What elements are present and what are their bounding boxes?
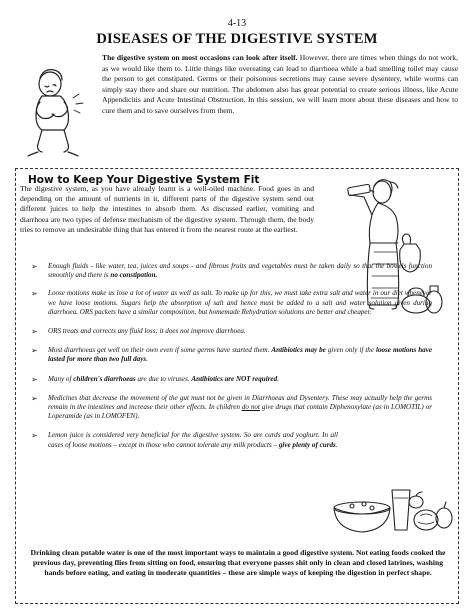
bullet-emphasis: children's diarrhoeas [73, 374, 136, 383]
arrow-bullet-icon: ➢ [31, 262, 38, 271]
list-item [28, 346, 432, 364]
bullet-text: . [146, 355, 148, 364]
bullet-emphasis: loose motions have lasted for more than two full days [48, 346, 432, 364]
bullet-text: given only if the [325, 346, 376, 355]
intro-lead: The digestive system on most occasions can look after itself. [102, 53, 298, 62]
arrow-bullet-icon: ➢ [31, 431, 38, 441]
bullet-text: Many of [48, 374, 74, 383]
bullet-emphasis: no constipation. [110, 271, 158, 280]
bullet-text: are due to viruses. [135, 374, 192, 383]
arrow-bullet-icon: ➢ [31, 289, 38, 299]
arrow-bullet-icon: ➢ [31, 393, 38, 403]
bullet-text: Enough fluids - like water, tea, juices and soups - and fibrous fruits and vegetables must be taken daily so that the bowels function smoothly and there is [48, 262, 432, 280]
bullet-text: . [335, 440, 338, 449]
arrow-bullet-icon: ➢ [31, 374, 38, 384]
box-title: How to Keep Your Digestive System Fit [28, 174, 260, 186]
boy-stomach-ache-illustration [18, 68, 92, 160]
list-item [28, 262, 432, 280]
bullet-text: Medicines that decrease the movement of the gut must not be given in Diarrhoeas and Dysentery. These may actually help the germs remain in the intestines and increase their other effects. In children [48, 393, 432, 412]
box-intro-paragraph: The digestive system, as you have already learnt is a well-oiled machine. Food goes in and depending on the amount of nutrients in it, different parts of the digestive system send out different juices to help the intestines to absorb them. As discussed earlier, vomiting and diarrhoea are two types of defense mechanism of the digestive system. Through them, the body tries to remove an undesirable thing that has entered it from the nearest route at the earliest. [20, 184, 314, 234]
closing-paragraph: Drinking clean potable water is one of the most important ways to maintain a good digestive system. Not eating foods cooked the previous day, preventing flies from sitting on food, ensuring that everyone passes shit only in clean and closed latrines, washing hands before eating, and eating in moderate quantities – these are simple ways of keeping the digestion in perfect shape. [30, 548, 446, 578]
list-item [28, 431, 338, 449]
bullet-text: Loose motions make us lose a lot of water as well as salt. To make up for this, we must take extra salt and water in our diet whenever we have loose motions. Sugars help the absorption of salt and hence must be added to a salt and water solution given during diarrhoea. ORS packets have a similar composition, but homemade Rehydration solutions are better and cheaper. [48, 289, 432, 316]
page-number: 4-13 [227, 18, 247, 29]
bullet-text: ORS treats and corrects any fluid loss; it does not improve diarrhoea. [48, 327, 246, 336]
bullet-underline: do not [241, 403, 260, 412]
bullet-text: Most diarrhoeas get well on their own even if some germs have started them. [48, 346, 272, 355]
list-item [28, 375, 432, 384]
list-item [28, 289, 432, 317]
bullet-emphasis: Antibiotics are NOT required [191, 374, 278, 383]
bullet-text: give drugs that contain Diphenoxylate (as in LOMOTIL) or Loperamide (as in LOMOFEN). [48, 403, 432, 421]
bullet-emphasis: give plenty of curds [278, 440, 336, 449]
fruits-and-curd-illustration [328, 480, 454, 536]
intro-paragraph [102, 53, 458, 117]
arrow-bullet-icon: ➢ [31, 346, 38, 356]
list-item [28, 327, 432, 336]
tips-list [28, 262, 432, 450]
bullet-emphasis: Antibiotics may be [271, 346, 326, 355]
list-item [28, 394, 432, 422]
bullet-text: Lemon juice is considered very beneficial for the digestive system. So are curds and yoghurt. In all cases of loose motions – except in those who cannot tolerate any milk products – [48, 431, 338, 449]
intro-body: However, there are times when things do not work, as we would like them to. Little things like overeating can lead to diarrhoea while a bad smelling toilet may cause the person to get constipated. Germs or their poisonous secretions may cause severe dysentery, while worms can simply stay there and share our nutrition. The abdomen also has great potential to create serious illness, like Acute Appendicitis and Acute Intestinal Obstruction. In this session, we will learn more about these diseases and how to cure them and to save ourselves from them. [102, 53, 458, 115]
page-title: DISEASES OF THE DIGESTIVE SYSTEM [96, 31, 378, 47]
bullet-text: . [277, 374, 279, 383]
arrow-bullet-icon: ➢ [31, 327, 38, 337]
